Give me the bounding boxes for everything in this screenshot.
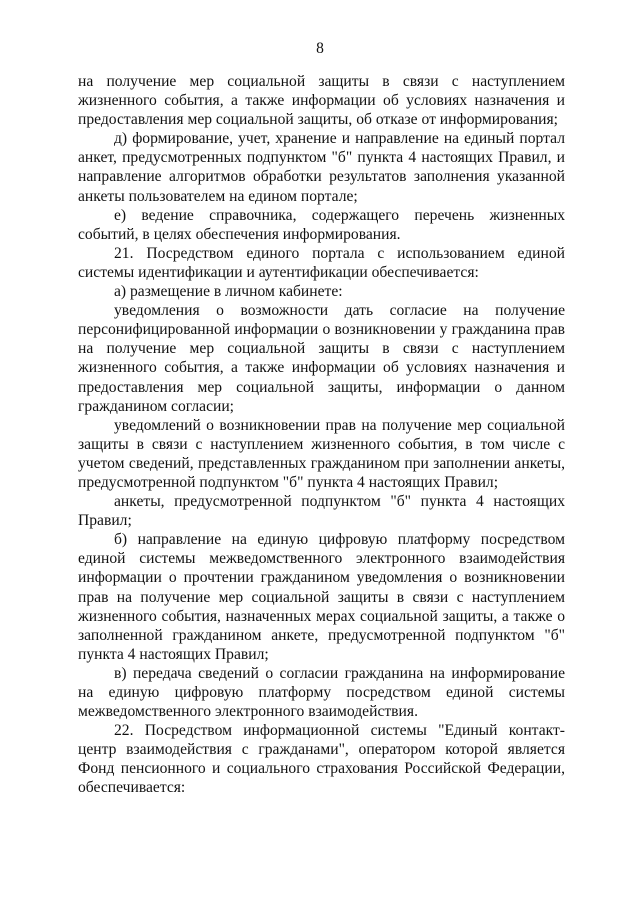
document-text-body xyxy=(78,72,565,798)
paragraph: уведомлений о возникновении прав на получение мер социальной защиты в связи с наступлением жизненного события, в том числе с учетом сведений, представленных гражданином при заполнении анкеты, предусмотренной подпунктом "б" пункта 4 настоящих Правил; xyxy=(78,416,565,491)
paragraph: 21. Посредством единого портала с использованием единой системы идентификации и аутентификации обеспечивается: xyxy=(78,244,565,281)
paragraph: б) направление на единую цифровую платформу посредством единой системы межведомственного электронного взаимодействия информации о прочтении гражданином уведомления о возникновении прав на получение мер социальной защиты в связи с наступлением жизненного события, назначенных мерах социальной защиты, а также о заполненной гражданином анкете, предусмотренной подпунктом "б" пункта 4 настоящих Правил; xyxy=(78,531,565,663)
paragraph: анкеты, предусмотренной подпунктом "б" пункта 4 настоящих Правил; xyxy=(78,493,565,530)
paragraph: в) передача сведений о согласии гражданина на информирование на единую цифровую платформу посредством единой системы межведомственного электронного взаимодействия. xyxy=(78,664,565,721)
paragraph: а) размещение в личном кабинете: xyxy=(114,283,343,301)
paragraph: е) ведение справочника, содержащего перечень жизненных событий, в целях обеспечения информирования. xyxy=(78,206,565,243)
paragraph: д) формирование, учет, хранение и направление на единый портал анкет, предусмотренных подпунктом "б" пункта 4 настоящих Правил, и направление алгоритмов обработки результатов заполнения указанной анкеты пользователем на едином портале; xyxy=(78,130,565,205)
paragraph: на получение мер социальной защиты в связи с наступлением жизненного события, а также информации об условиях назначения и предоставления мер социальной защиты, об отказе от информирования; xyxy=(78,73,565,129)
paragraph: уведомления о возможности дать согласие на получение персонифицированной информации о возникновении у гражданина прав на получение мер социальной защиты в связи с наступлением жизненного события, а также информации об условиях назначения и предоставления мер социальной защиты, информации о данном гражданином согласии; xyxy=(78,302,565,415)
paragraph: 22. Посредством информационной системы "Единый контакт-центр взаимодействия с гражданами", оператором которой является Фонд пенсионного и социального страхования Российской Федерации, обеспечивается: xyxy=(78,722,565,797)
page-number: 8 xyxy=(316,40,324,57)
